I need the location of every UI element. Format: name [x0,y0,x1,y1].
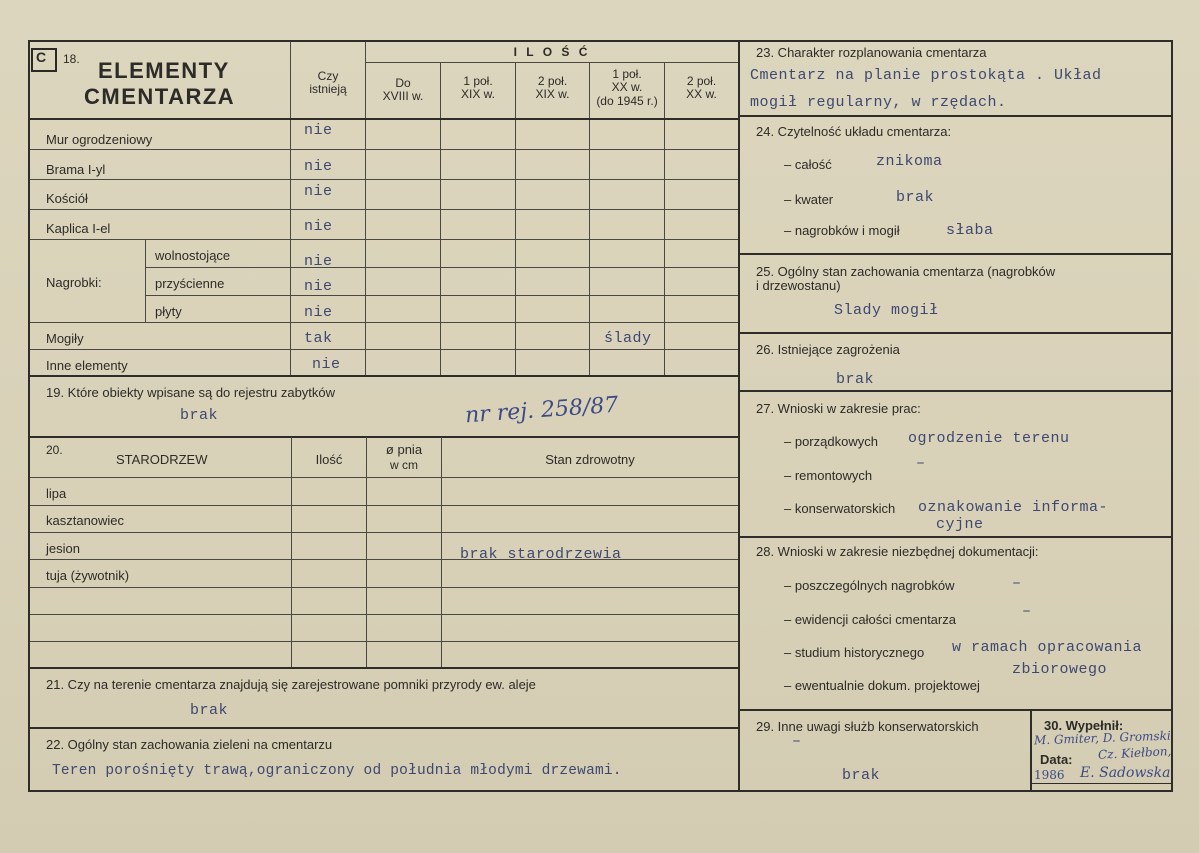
section-25-label-1: 25. Ogólny stan zachowania cmentarza (nagrobków [756,264,1056,279]
section-19-register-number: nr rej. 258/87 [464,392,620,429]
section-22-value: Teren porośnięty trawą,ograniczony od południa młodymi drzewami. [52,763,622,779]
col-xviii-1: Do [395,76,411,90]
section-23-label: 23. Charakter rozplanowania cmentarza [756,45,987,60]
s28-nagrobkow-value: – [1012,575,1022,592]
s24-calosc-value: znikoma [876,153,943,170]
section-25-value: Slady mogił [834,302,939,319]
value-wolnostojace: nie [304,253,333,270]
value-kaplica: nie [304,218,333,235]
row-label-wolnostojace: wolnostojące [155,248,231,263]
frame-right [1171,40,1173,792]
row-label-brama: Brama I-yl [46,162,106,177]
value-mur: nie [304,122,333,139]
s27-konserwatorskich-label: – konserwatorskich [784,501,896,516]
col-exists-1: Czy [317,69,339,83]
col-1xx-2: XX w. [611,80,643,94]
section-28-label: 28. Wnioski w zakresie niezbędnej dokumentacji: [756,544,1039,559]
section-c-letter: C [36,49,47,65]
row-label-mur: Mur ogrodzeniowy [46,132,153,147]
s28-ewidencji-label: – ewidencji całości cmentarza [784,612,956,627]
s24-kwater-label: – kwater [784,192,834,207]
s27-konserwatorskich-value-cont: cyjne [936,516,984,533]
col-1xix-1: 1 poł. [463,74,493,88]
row-label-kosciol: Kościół [46,191,88,206]
value-mogily-slady: ślady [604,330,652,347]
center-divider [738,40,740,792]
s28-studium-value-cont: zbiorowego [1012,661,1108,678]
col-stan: Stan zdrowotny [545,452,635,467]
row-label-kaplica: Kaplica I-el [46,221,111,236]
section-29-value: brak [842,767,881,784]
section-26-value: brak [836,371,875,388]
s28-studium-label: – studium historycznego [784,645,925,660]
col-pnia-1: ø pnia [385,442,423,457]
section-19-value: brak [180,407,219,424]
s24-nagrobkow-value: słaba [946,222,994,239]
section-26-label: 26. Istniejące zagrożenia [756,342,900,357]
s27-remontowych-value: – [916,455,926,472]
col-1xix-2: XIX w. [460,87,495,101]
section-30-names-1: M. Gmiter, D. Gromski [1033,728,1171,748]
section-30-year: 1986 [1034,768,1065,782]
section-23-line1: Cmentarz na planie prostokąta . Układ [750,67,1102,84]
section-23-line2: mogił regularny, w rzędach. [750,94,1007,111]
frame-top [28,40,1173,42]
s24-kwater-value: brak [896,189,935,206]
section-24-label: 24. Czytelność układu cmentarza: [756,124,952,139]
col-exists-2: istnieją [309,82,347,96]
col-xviii-2: XVIII w. [382,89,424,103]
section-20-number: 20. [46,443,63,457]
col-ilosc: Ilość [315,452,343,467]
value-przyscienne: nie [304,278,333,295]
col-2xix-1: 2 poł. [537,74,568,88]
value-inne: nie [312,356,341,373]
col-2xix-2: XIX w. [535,87,570,101]
tree-kasztanowiec: kasztanowiec [46,513,125,528]
s27-porzadkowych-value: ogrodzenie terenu [908,430,1070,447]
s28-projektowej-label: – ewentualnie dokum. projektowej [784,678,980,693]
tree-lipa: lipa [46,486,67,501]
section-19-label: 19. Które obiekty wpisane są do rejestru zabytków [46,385,336,400]
section-18-title-1: ELEMENTY [98,58,230,83]
frame-bottom [28,790,1173,792]
section-30-label: 30. Wypełnił: [1044,718,1124,733]
section-25-label-2: i drzewostanu) [756,278,841,293]
tree-jesion: jesion [46,541,80,556]
row-label-inne: Inne elementy [46,358,128,373]
ilosc-header: I L O Ś Ć [513,45,591,59]
col-1xx-3: (do 1945 r.) [596,94,658,108]
section-30-names-3: E. Sadowska [1080,765,1171,781]
col-1xx-1: 1 poł. [612,67,642,81]
section-29-label: 29. Inne uwagi służb konserwatorskich [756,719,979,734]
s27-porzadkowych-label: – porządkowych [784,434,878,449]
nagrobki-group-label: Nagrobki: [46,275,102,290]
section-18-number: 18. [63,52,80,66]
section-30-date-label: Data: [1040,752,1073,767]
s24-calosc-label: – całość [784,157,832,172]
s28-ewidencji-value: – [1022,603,1032,620]
tree-tuja: tuja (żywotnik) [46,568,130,583]
row-label-plyty: płyty [155,304,182,319]
s24-nagrobkow-label: – nagrobków i mogił [784,223,900,238]
s28-studium-value: w ramach opracowania [952,639,1143,656]
section-20-title: STARODRZEW [116,452,208,467]
frame-left [28,40,30,792]
row-label-mogily: Mogiły [46,331,84,346]
section-27-label: 27. Wnioski w zakresie prac: [756,401,921,416]
section-22-label: 22. Ogólny stan zachowania zieleni na cmentarzu [46,737,333,752]
value-kosciol: nie [304,183,333,200]
col-2xx-1: 2 poł. [686,74,717,88]
row-label-przyscienne: przyścienne [155,276,225,291]
col-pnia-2: w cm [390,458,418,472]
section-21-label: 21. Czy na terenie cmentarza znajdują się zarejestrowane pomniki przyrody ew. aleje [46,677,536,692]
section-18-title-2: CMENTARZA [84,84,236,109]
section-30-names-2: Cz. Kiełbon, [1097,744,1172,762]
value-mogily: tak [304,330,333,347]
col-2xx-2: XX w. [686,87,717,101]
section-20-note: brak starodrzewia [460,546,622,563]
value-brama: nie [304,158,333,175]
section-29-dash: – [792,733,802,750]
section-21-value: brak [190,702,229,719]
s28-nagrobkow-label: – poszczególnych nagrobków [784,578,955,593]
s27-konserwatorskich-value: oznakowanie informa- [918,499,1109,516]
value-plyty: nie [304,304,333,321]
s27-remontowych-label: – remontowych [784,468,873,483]
